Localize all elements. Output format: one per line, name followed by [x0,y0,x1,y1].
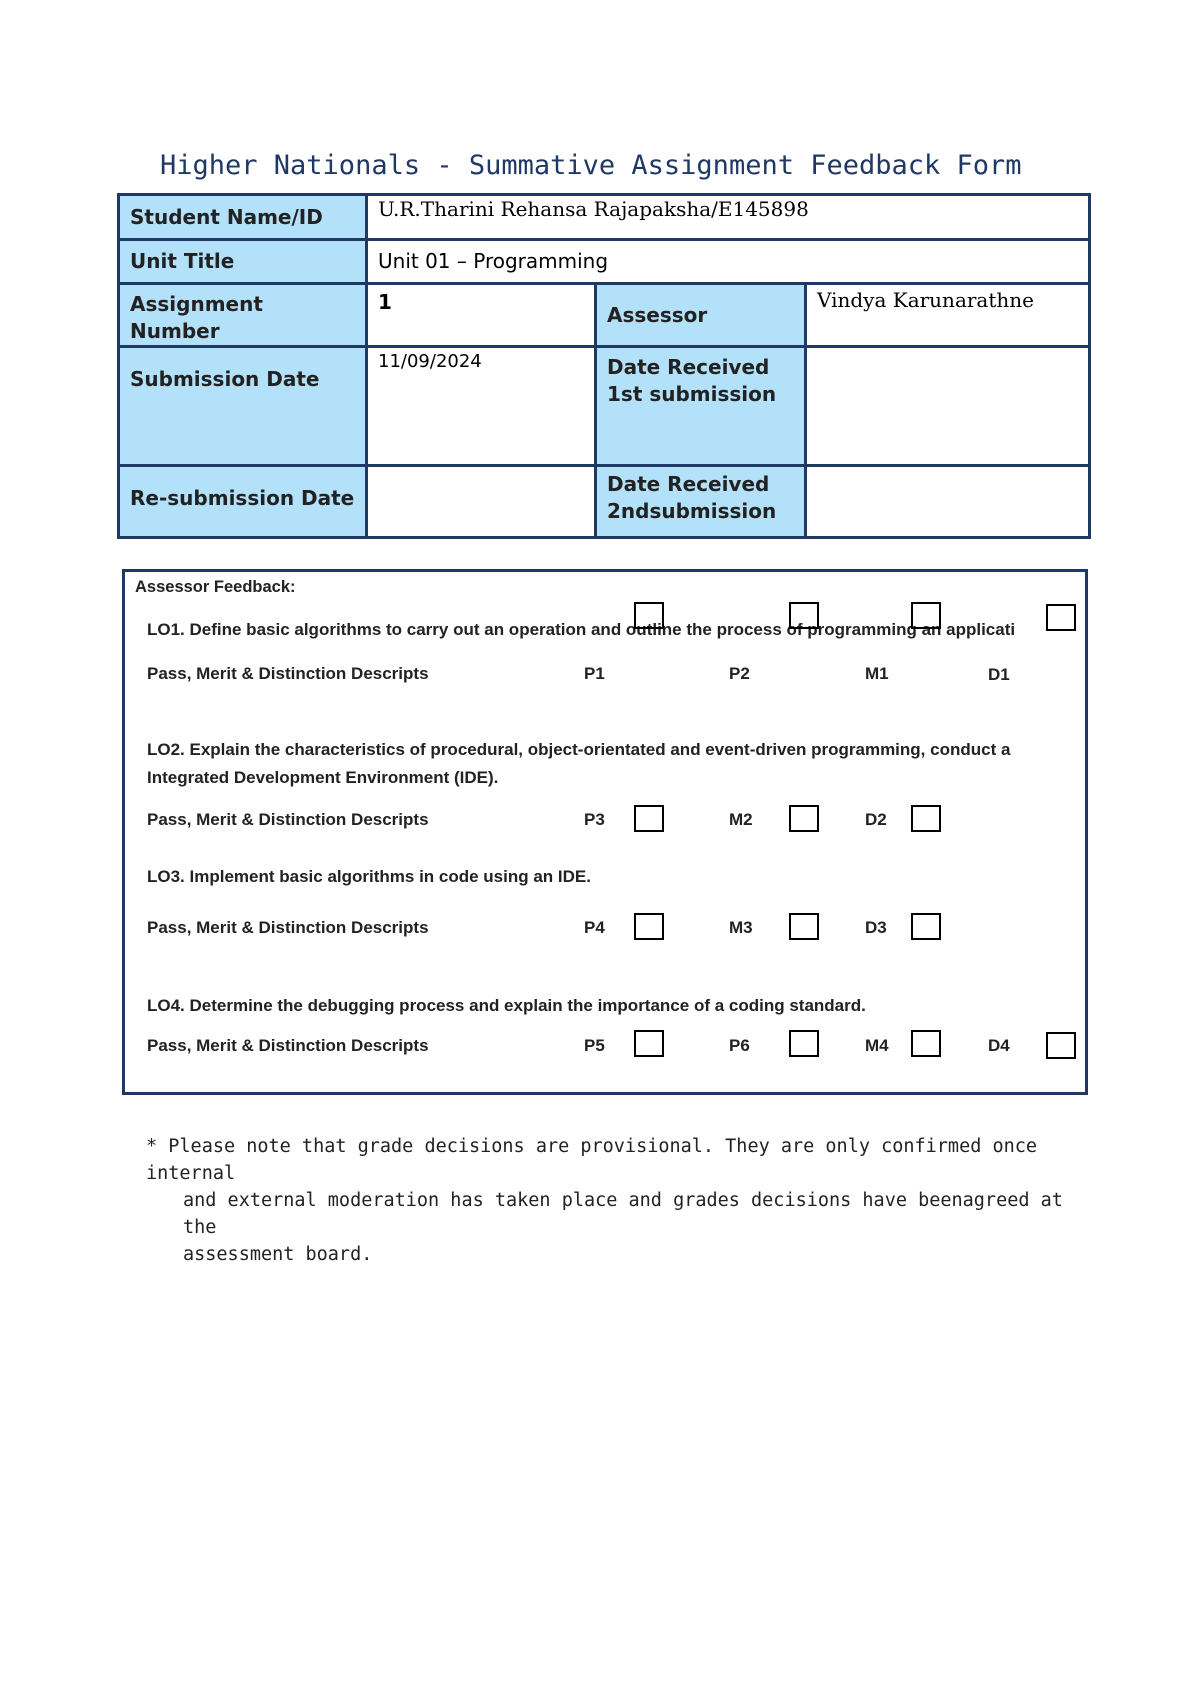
checkbox-m4[interactable] [911,1030,941,1057]
lo4-descripts-label: Pass, Merit & Distinction Descripts [147,1036,429,1055]
checkbox-d1[interactable] [1046,604,1076,631]
provisional-grade-note [146,1133,1086,1268]
checkbox-m2[interactable] [789,805,819,832]
grade-d3-label: D3 [865,918,887,937]
lo2-descripts-label: Pass, Merit & Distinction Descripts [147,810,429,829]
lo3-descripts-label: Pass, Merit & Distinction Descripts [147,918,429,937]
resubmission-date-value[interactable] [367,466,596,538]
resubmission-date-label: Re-submission Date [119,466,367,538]
grade-d1-label: D1 [988,665,1010,684]
grade-p6-label: P6 [729,1036,750,1055]
checkbox-p2[interactable] [789,602,819,629]
assessor-value[interactable]: Vindya Karunarathne [806,284,1090,347]
grade-d2-label: D2 [865,810,887,829]
lo1-descripts-label: Pass, Merit & Distinction Descripts [147,664,429,683]
lo4-text: LO4. Determine the debugging process and explain the importance of a coding standard. [147,996,866,1015]
checkbox-p5[interactable] [634,1030,664,1057]
lo1-text: LO1. Define basic algorithms to carry out an operation and outline the process of programming an applicati [147,620,1016,639]
submission-date-value[interactable]: 11/09/2024 [367,347,596,466]
grade-d4-label: D4 [988,1036,1010,1055]
assignment-number-value[interactable]: 1 [367,284,596,347]
unit-title-label: Unit Title [119,240,367,284]
checkbox-d4[interactable] [1046,1032,1076,1059]
assignment-number-label: Assignment Number [119,284,367,347]
grade-p5-label: P5 [584,1036,605,1055]
checkbox-p3[interactable] [634,805,664,832]
student-name-value[interactable]: U.R.Tharini Rehansa Rajapaksha/E145898 [367,195,1090,240]
note-line-2: and external moderation has taken place and grades decisions have beenagreed at the [183,1190,1063,1238]
date-received-1st-value[interactable] [806,347,1090,466]
lo2-text-line1: LO2. Explain the characteristics of procedural, object-orientated and event-driven programming, conduct a [147,740,1011,759]
grade-m2-label: M2 [729,810,753,829]
date-received-1st-label: Date Received 1st submission [596,347,806,466]
grade-p4-label: P4 [584,918,605,937]
lo2-text-line2: Integrated Development Environment (IDE). [147,768,499,787]
date-received-2nd-value[interactable] [806,466,1090,538]
assessor-feedback-heading: Assessor Feedback: [135,578,296,596]
grade-m1-label: M1 [865,664,889,683]
checkbox-p4[interactable] [634,913,664,940]
assessor-label: Assessor [596,284,806,347]
student-name-label: Student Name/ID [119,195,367,240]
note-line-3: assessment board. [183,1244,373,1265]
checkbox-p1[interactable] [634,602,664,629]
assessor-feedback-box [122,569,1088,1095]
grade-p3-label: P3 [584,810,605,829]
grade-m3-label: M3 [729,918,753,937]
lo3-text: LO3. Implement basic algorithms in code using an IDE. [147,867,591,886]
checkbox-p6[interactable] [789,1030,819,1057]
grade-p1-label: P1 [584,664,605,683]
checkbox-m1[interactable] [911,602,941,629]
checkbox-m3[interactable] [789,913,819,940]
submission-date-label: Submission Date [119,347,367,466]
checkbox-d2[interactable] [911,805,941,832]
grade-m4-label: M4 [865,1036,889,1055]
grade-p2-label: P2 [729,664,750,683]
checkbox-d3[interactable] [911,913,941,940]
unit-title-value[interactable]: Unit 01 – Programming [367,240,1090,284]
student-info-table [117,193,1091,539]
form-title: Higher Nationals - Summative Assignment Feedback Form [160,150,1022,181]
date-received-2nd-label: Date Received 2ndsubmission [596,466,806,538]
note-line-1: * Please note that grade decisions are provisional. They are only confirmed once internal [146,1136,1038,1184]
